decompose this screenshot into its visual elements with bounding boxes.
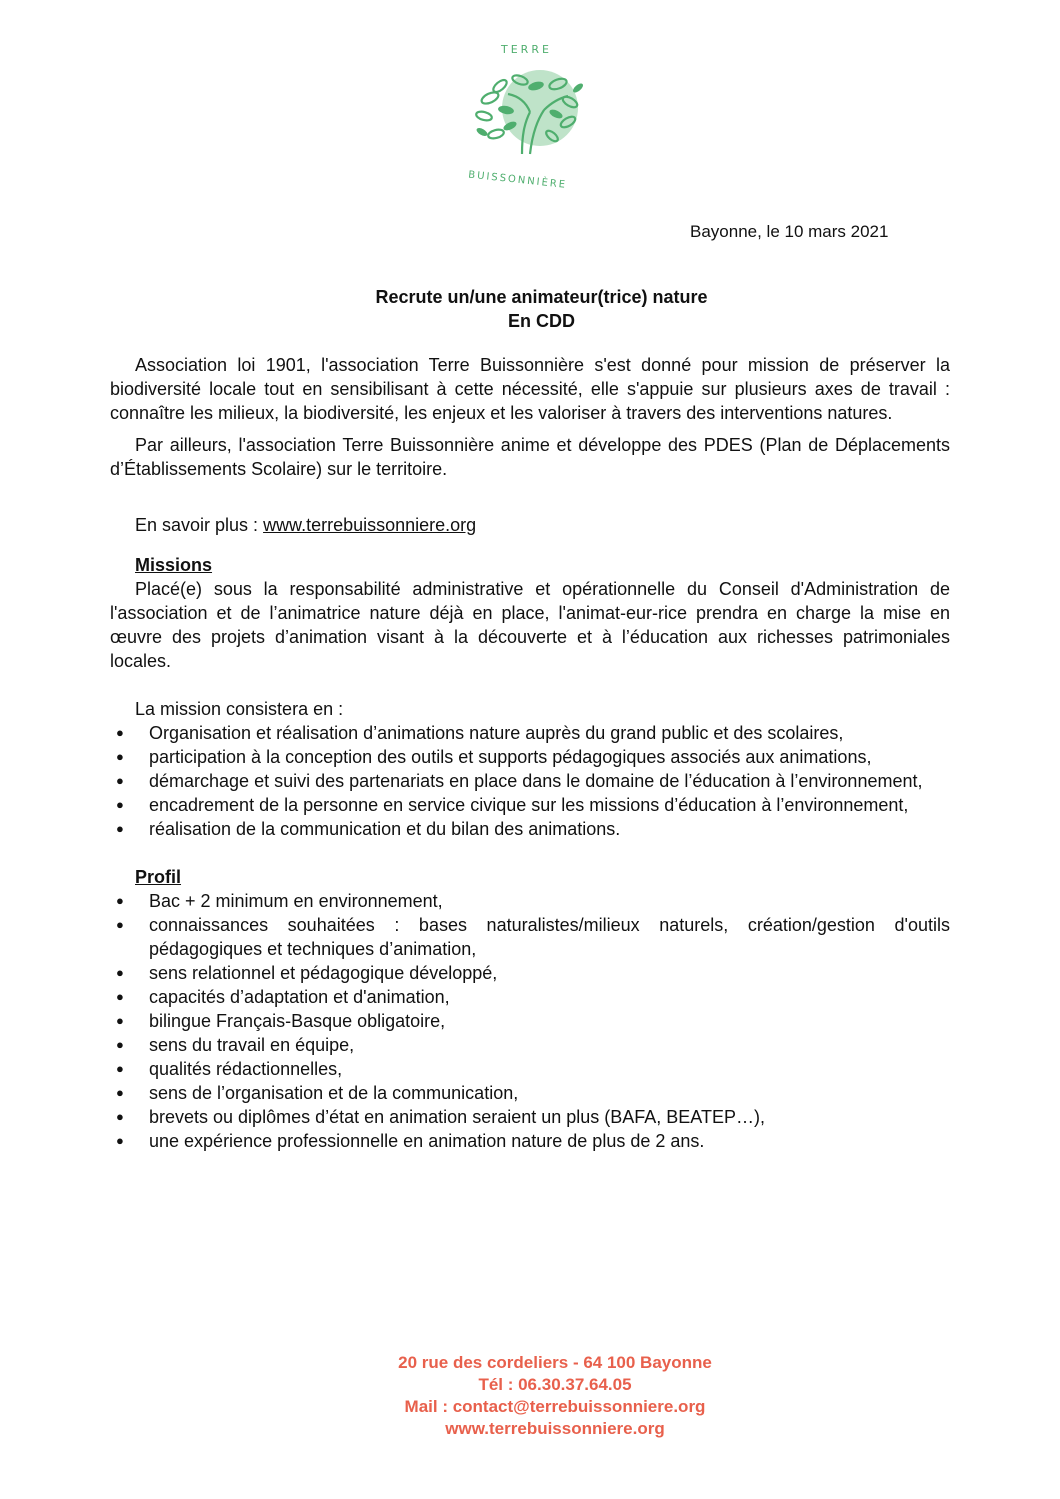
contact-footer xyxy=(0,1352,1060,1440)
more-info-line xyxy=(110,513,950,537)
more-info-label: En savoir plus : xyxy=(135,515,264,535)
list-item: ● réalisation de la communication et du bilan des animations. xyxy=(110,817,950,841)
intro-paragraph-2: Par ailleurs, l'association Terre Buissonnière anime et développe des PDES (Plan de Déplacements d’Établissements Scolaire) sur le territoire. xyxy=(110,435,950,479)
list-item: ● encadrement de la personne en service civique sur les missions d’éducation à l’environnement, xyxy=(110,793,950,817)
footer-mail[interactable]: Mail : contact@terrebuissonniere.org xyxy=(404,1397,706,1416)
intro-paragraph-1: Association loi 1901, l'association Terre Buissonnière s'est donné pour mission de préserver la biodiversité locale tout en sensibilisant à cette nécessité, elle s'appuie sur plusieurs axes de travail : connaître les milieux, la biodiversité, les enjeux et les valoriser à travers des interventions natures. xyxy=(110,355,950,423)
list-item: ● qualités rédactionnelles, xyxy=(110,1057,950,1081)
footer-address: 20 rue des cordeliers - 64 100 Bayonne xyxy=(398,1353,712,1372)
missions-list xyxy=(110,721,950,841)
missions-intro: La mission consistera en : xyxy=(135,699,344,719)
footer-phone: Tél : 06.30.37.64.05 xyxy=(478,1375,632,1394)
list-item: ● connaissances souhaitées : bases naturalistes/milieux naturels, création/gestion d'outils pédagogiques et techniques d’animation, xyxy=(110,913,950,961)
list-item: ● sens du travail en équipe, xyxy=(110,1033,950,1057)
letter-date: Bayonne, le 10 mars 2021 xyxy=(690,222,889,241)
logo-top-text: TERRE xyxy=(501,43,552,56)
profil-list xyxy=(110,889,950,1153)
job-title xyxy=(0,285,1060,333)
website-link[interactable]: www.terrebuissonniere.org xyxy=(263,515,477,535)
list-item: ● capacités d’adaptation et d'animation, xyxy=(110,985,950,1009)
tree-logo-icon xyxy=(460,36,600,196)
list-item: ● Organisation et réalisation d’animations nature auprès du grand public et des scolaires, xyxy=(110,721,950,745)
logo-bottom-text: BUISSONNIÈRE xyxy=(467,169,568,191)
footer-website[interactable]: www.terrebuissonniere.org xyxy=(445,1419,665,1438)
list-item: ● une expérience professionnelle en animation nature de plus de 2 ans. xyxy=(110,1129,950,1153)
list-item: ● sens relationnel et pédagogique développé, xyxy=(110,961,950,985)
list-item: ● brevets ou diplômes d’état en animation seraient un plus (BAFA, BEATEP…), xyxy=(110,1105,950,1129)
terre-buissonniere-logo xyxy=(460,36,600,196)
profil-heading: Profil xyxy=(135,867,182,887)
job-title-line1: Recrute un/une animateur(trice) nature xyxy=(375,287,708,307)
list-item: ● démarchage et suivi des partenariats en place dans le domaine de l’éducation à l’environnement, xyxy=(110,769,950,793)
letter-body xyxy=(110,353,950,1153)
missions-paragraph: Placé(e) sous la responsabilité administrative et opérationnelle du Conseil d'Administration de l'association et de l’animatrice nature déjà en place, l'animat-eur-rice prendra en charge la mise en œuvre des projets d’animation visant à la découverte et à l’éducation aux richesses patrimoniales locales. xyxy=(110,579,950,671)
list-item: ● Bac + 2 minimum en environnement, xyxy=(110,889,950,913)
list-item: ● sens de l’organisation et de la communication, xyxy=(110,1081,950,1105)
job-title-line2: En CDD xyxy=(508,311,575,331)
missions-heading: Missions xyxy=(135,555,213,575)
list-item: ● bilingue Français-Basque obligatoire, xyxy=(110,1009,950,1033)
list-item: ● participation à la conception des outils et supports pédagogiques associés aux animations, xyxy=(110,745,950,769)
